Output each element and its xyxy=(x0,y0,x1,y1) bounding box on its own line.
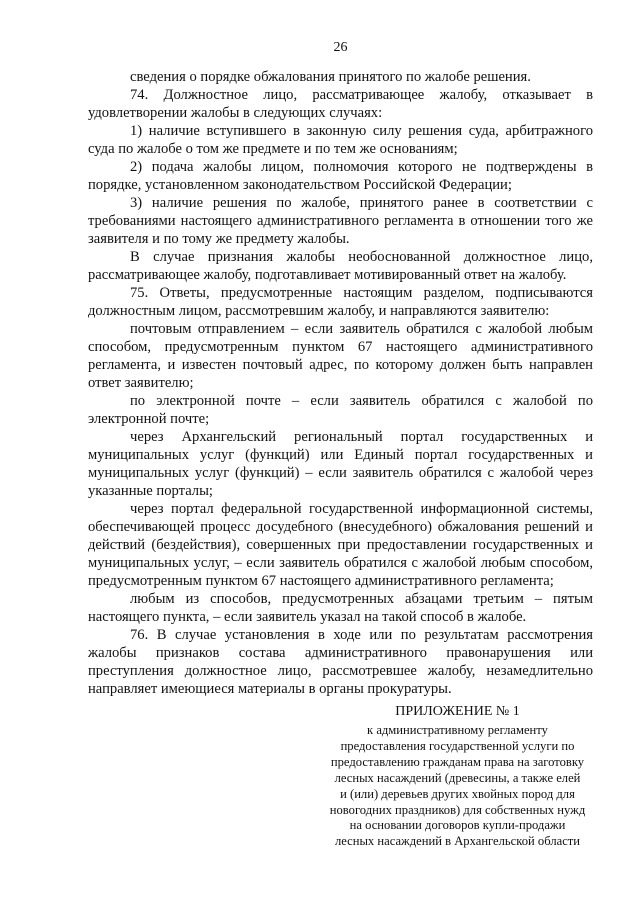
appendix-line: предоставления государственной услуги по xyxy=(340,738,575,753)
body-text xyxy=(88,68,593,698)
paragraph: 1) наличие вступившего в законную силу решения суда, арбитражного суда по жалобе о том же предмете и по тем же основаниям; xyxy=(88,123,593,157)
appendix-line: на основании договоров купли-продажи xyxy=(349,818,566,833)
appendix-title: ПРИЛОЖЕНИЕ № 1 xyxy=(395,704,520,719)
appendix-line: предоставлению гражданам права на заготовку xyxy=(330,754,585,769)
appendix-line: и (или) деревьев других хвойных пород для xyxy=(340,786,575,801)
document-page xyxy=(88,40,593,698)
page-number: 26 xyxy=(333,40,348,55)
appendix-line: новогодних праздников) для собственных нужд xyxy=(329,802,586,817)
paragraph: 76. В случае установления в ходе или по результатам рассмотрения жалобы признаков состава административного правонарушения или преступления должностное лицо, рассмотревшее жалобу, незамедлительно направляет имеющиеся материалы в органы прокуратуры. xyxy=(88,627,593,697)
paragraph: 3) наличие решения по жалобе, принятого ранее в соответствии с требованиями настоящего административного регламента в отношении того же заявителя и по тому же предмету жалобы. xyxy=(88,195,593,247)
paragraph: по электронной почте – если заявитель обратился с жалобой по электронной почте; xyxy=(88,393,593,427)
paragraph: В случае признания жалобы необоснованной должностное лицо, рассматривающее жалобу, подготавливает мотивированный ответ на жалобу. xyxy=(88,249,593,283)
paragraph: 2) подача жалобы лицом, полномочия которого не подтверждены в порядке, установленном законодательством Российской Федерации; xyxy=(88,159,593,193)
paragraph: сведения о порядке обжалования принятого по жалобе решения. xyxy=(130,69,531,85)
appendix-line: лесных насаждений в Архангельской области xyxy=(334,834,581,849)
paragraph: через Архангельский региональный портал государственных и муниципальных услуг (функций) или Единый портал государственных и муниципальных услуг (функций) – если заявитель обратился с жалобой через указанные порталы; xyxy=(88,429,593,499)
appendix-caption xyxy=(320,723,595,850)
paragraph: почтовым отправлением – если заявитель обратился с жалобой любым способом, предусмотренным пунктом 67 настоящего административного регламента, и известен почтовый адрес, по которому должен быть направлен ответ заявителю; xyxy=(88,321,593,391)
appendix-line: к административному регламенту xyxy=(367,723,548,737)
appendix-line: лесных насаждений (древесины, а также елей xyxy=(334,770,581,785)
paragraph: через портал федеральной государственной информационной системы, обеспечивающей процесс досудебного (внесудебного) обжалования решений и действий (бездействия), совершенных при предоставлении государственных и муниципальных услуг, – если заявитель обратился с жалобой любым способом, предусмотренным пунктом 67 настоящего административного регламента; xyxy=(88,501,593,589)
appendix-block xyxy=(320,703,595,850)
paragraph: 74. Должностное лицо, рассматривающее жалобу, отказывает в удовлетворении жалобы в следующих случаях: xyxy=(88,87,593,121)
paragraph: 75. Ответы, предусмотренные настоящим разделом, подписываются должностным лицом, рассмотревшим жалобу, и направляются заявителю: xyxy=(88,285,593,319)
paragraph: любым из способов, предусмотренных абзацами третьим – пятым настоящего пункта, – если заявитель указал на такой способ в жалобе. xyxy=(88,591,593,625)
